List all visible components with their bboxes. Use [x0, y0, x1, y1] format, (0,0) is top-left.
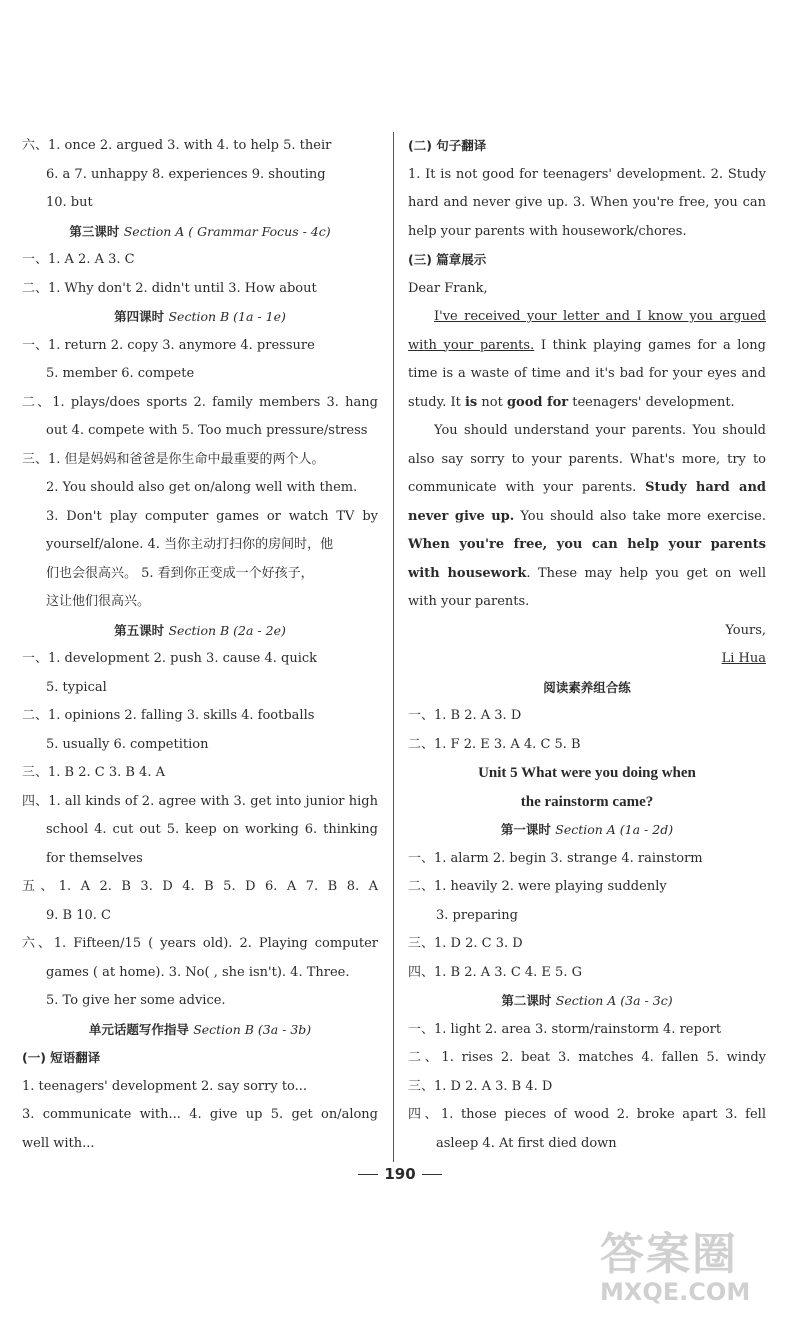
- answer-text: 3. preparing: [436, 907, 518, 923]
- answer-text: 六、1. once 2. argued 3. with 4. to help 5. their: [22, 138, 332, 153]
- reading-combo-title: 阅读素养组合练: [543, 679, 631, 695]
- lesson-1-answers: [408, 845, 766, 988]
- lesson-label: 第四课时: [114, 309, 169, 324]
- answer-line: [408, 1044, 766, 1073]
- answer-text: 5. usually 6. competition: [46, 736, 209, 752]
- answer-line: [408, 1073, 766, 1102]
- answer-line: 二、1. F 2. E 3. A 4. C 5. B: [408, 736, 581, 752]
- answer-line: [22, 474, 378, 503]
- answer-line: [408, 873, 766, 902]
- bold-phrase: is: [464, 394, 478, 410]
- section-heading-sentence-translation: (二) 句子翻译: [408, 138, 487, 153]
- lesson-heading-1: [408, 816, 766, 845]
- answer-text: 三、1. B 2. C 3. B 4. A: [22, 765, 165, 780]
- answer-line: [22, 759, 378, 788]
- answer-line: [22, 1130, 378, 1159]
- answer-line: [22, 1044, 378, 1073]
- watermark-url: MXQE.COM: [600, 1278, 751, 1306]
- answer-line: [22, 246, 378, 275]
- bold-phrase: When you're free, you can help your parents with housework: [408, 537, 766, 581]
- text-run: I think playing games for a long time is a waste of time and it's bad for your eyes and study. It: [408, 337, 766, 410]
- answer-text: 二、1. Why don't 2. didn't until 3. How about: [22, 280, 317, 296]
- answer-text: 四、1. all kinds of 2. agree with 3. get into junior high: [22, 793, 378, 809]
- answer-line: [22, 816, 378, 845]
- lesson-label: 第五课时: [114, 622, 169, 638]
- answer-text: 2. You should also get on/along well with them.: [46, 480, 358, 495]
- lesson-section: Section A ( Grammar Focus - 4c): [123, 223, 331, 239]
- underlined-phrase: with your parents.: [408, 337, 535, 353]
- lesson-section: Section A (3a - 3c): [555, 993, 673, 1008]
- answer-line: [408, 845, 766, 874]
- column-divider: [393, 132, 394, 1162]
- answer-text: 1. teenagers' development 2. say sorry to...: [22, 1078, 308, 1094]
- lesson-section: Section A (1a - 2d): [555, 822, 674, 837]
- answer-text: 5. typical: [46, 679, 107, 695]
- answer-text: 三、1. 但是妈妈和爸爸是你生命中最重要的两个人。: [22, 451, 325, 467]
- answer-line: [22, 275, 378, 304]
- bold-phrase: good for: [506, 394, 569, 410]
- answer-text: (一) 短语翻译: [22, 1050, 101, 1065]
- answer-text: 一、1. development 2. push 3. cause 4. quick: [22, 651, 318, 666]
- lesson-label: 第一课时: [500, 822, 556, 837]
- answer-line: [22, 845, 378, 874]
- lesson-section: Section B (3a - 3b): [193, 1021, 312, 1037]
- lesson-2-answers: [408, 1016, 766, 1159]
- answer-line: [22, 560, 378, 589]
- answer-line: [408, 930, 766, 959]
- answer-text: school 4. cut out 5. keep on working 6. thinking: [46, 822, 378, 837]
- answer-text: 六、1. Fifteen/15 ( years old). 2. Playing computer: [22, 936, 378, 951]
- answer-text: 3. Don't play computer games or watch TV by: [46, 508, 378, 524]
- answer-text: 这让他们很高兴。: [46, 594, 151, 609]
- answer-text: 一、1. A 2. A 3. C: [22, 252, 135, 267]
- answer-text: 9. B 10. C: [46, 907, 111, 923]
- unit-title-line-2: the rainstorm came?: [520, 793, 654, 810]
- answer-line: hard and never give up. 3. When you're free, you can: [408, 195, 766, 210]
- answer-text: 三、1. D 2. C 3. D: [408, 936, 523, 951]
- answer-line: [22, 1073, 378, 1102]
- watermark-logo: 答案圈: [600, 1229, 738, 1280]
- answer-line: [22, 389, 378, 418]
- answer-line: [22, 959, 378, 988]
- answer-text: asleep 4. At first died down: [436, 1135, 617, 1151]
- text-run: You should understand your parents. You should also say sorry to your parents. What's more, try to communicate with your parents.: [408, 423, 766, 495]
- right-column: [408, 132, 766, 1158]
- text-run: teenagers' development.: [568, 394, 735, 410]
- answer-line: [22, 189, 378, 218]
- answer-text: 四、1. B 2. A 3. C 4. E 5. G: [408, 964, 582, 980]
- underlined-phrase: I've received your letter and I know you argued: [434, 309, 766, 324]
- text-run: You should also take more exercise.: [514, 508, 766, 524]
- answer-text: 二、1. heavily 2. were playing suddenly: [408, 879, 667, 894]
- answer-text: 二、1. opinions 2. falling 3. skills 4. footballs: [22, 708, 315, 723]
- answer-line: [22, 987, 378, 1016]
- answer-line: 一、1. B 2. A 3. D: [408, 708, 522, 723]
- answer-text: 5. To give her some advice.: [46, 993, 226, 1008]
- answer-line: [22, 930, 378, 959]
- answer-text: 们也会很高兴。 5. 看到你正变成一个好孩子，: [46, 565, 314, 581]
- letter-paragraph-2: [408, 417, 766, 617]
- answer-text: 3. communicate with... 4. give up 5. get on/along: [22, 1107, 378, 1122]
- answer-line: [22, 731, 378, 760]
- answer-text: well with...: [22, 1135, 95, 1151]
- answer-line: [408, 1101, 766, 1130]
- answer-text: 一、1. light 2. area 3. storm/rainstorm 4. report: [408, 1021, 722, 1037]
- lesson-heading: [22, 303, 378, 332]
- unit-title-line-1: Unit 5 What were you doing when: [478, 765, 696, 781]
- answer-line: [22, 360, 378, 389]
- signature-text: Li Hua: [721, 651, 766, 666]
- letter-salutation: Dear Frank,: [408, 280, 488, 296]
- left-column: [22, 132, 378, 1158]
- watermark: [600, 1218, 760, 1318]
- answer-line: [408, 959, 766, 988]
- answer-text: for themselves: [46, 850, 143, 866]
- lesson-heading-2: [408, 987, 766, 1016]
- answer-text: games ( at home). 3. No( , she isn't). 4. Three.: [46, 964, 350, 980]
- answer-line: [22, 132, 378, 161]
- lesson-label: 单元话题写作指导: [88, 1021, 194, 1037]
- answer-line: [22, 588, 378, 617]
- lesson-label: 第三课时: [69, 223, 124, 239]
- answer-text: 一、1. return 2. copy 3. anymore 4. pressure: [22, 337, 315, 353]
- answer-line: [408, 1130, 766, 1159]
- answer-line: [22, 503, 378, 532]
- answer-line: [408, 1016, 766, 1045]
- page-number: 190: [0, 1165, 800, 1183]
- lesson-label: 第二课时: [501, 993, 556, 1008]
- lesson-heading: [22, 1016, 378, 1045]
- answer-line: 1. It is not good for teenagers' development. 2. Study: [408, 166, 766, 182]
- answer-line: [22, 645, 378, 674]
- answer-line: [22, 902, 378, 931]
- text-run: . These may help you get on well with your parents.: [408, 565, 766, 609]
- section-heading-passage: (三) 篇章展示: [408, 252, 487, 267]
- answer-line: [22, 446, 378, 475]
- answer-text: 二、1. plays/does sports 2. family members 3. hang: [22, 394, 378, 410]
- answer-line: [22, 674, 378, 703]
- answer-line: [22, 873, 378, 902]
- answer-text: yourself/alone. 4. 当你主动打扫你的房间时，他: [46, 537, 334, 552]
- answer-text: 三、1. D 2. A 3. B 4. D: [408, 1078, 553, 1094]
- bold-phrase: Study hard and never give up.: [408, 480, 766, 524]
- answer-line: [22, 1101, 378, 1130]
- answer-text: 一、1. alarm 2. begin 3. strange 4. rainstorm: [408, 850, 703, 866]
- lesson-heading: [22, 218, 378, 247]
- answer-line: [22, 161, 378, 190]
- answer-text: 10. but: [46, 195, 93, 210]
- lesson-heading: [22, 617, 378, 646]
- answer-text: out 4. compete with 5. Too much pressure/stress: [46, 423, 368, 438]
- answer-line: [22, 417, 378, 446]
- answer-text: 5. member 6. compete: [46, 366, 195, 381]
- letter-signature: [408, 645, 766, 674]
- letter-paragraph-1: [408, 303, 766, 417]
- text-run: not: [477, 394, 507, 410]
- answer-text: 二、1. rises 2. beat 3. matches 4. fallen 5. windy: [408, 1050, 766, 1065]
- lesson-section: Section B (2a - 2e): [168, 622, 286, 638]
- answer-line: [22, 702, 378, 731]
- answer-line: [408, 902, 766, 931]
- answer-line: help your parents with housework/chores.: [408, 223, 687, 239]
- answer-text: 四、1. those pieces of wood 2. broke apart 3. fell: [408, 1107, 766, 1122]
- answer-line: [22, 332, 378, 361]
- answer-line: [22, 788, 378, 817]
- answer-text: 五、1. A 2. B 3. D 4. B 5. D 6. A 7. B 8. A: [22, 879, 378, 894]
- letter-closing: Yours,: [725, 622, 766, 638]
- sentence-translation-answers: [408, 161, 766, 247]
- answer-text: 6. a 7. unhappy 8. experiences 9. shouting: [46, 166, 326, 182]
- answer-line: [22, 531, 378, 560]
- lesson-section: Section B (1a - 1e): [168, 309, 286, 324]
